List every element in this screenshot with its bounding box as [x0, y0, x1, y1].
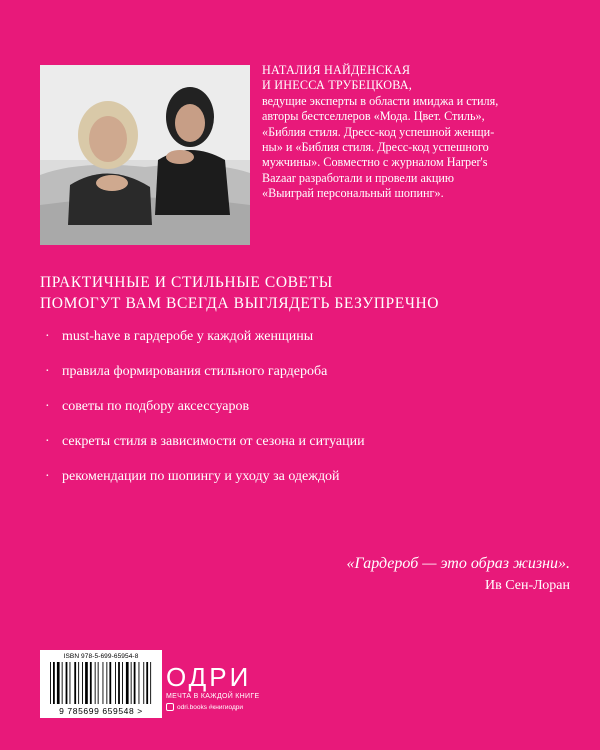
quote-author: Ив Сен-Лоран — [485, 578, 570, 593]
features-list — [40, 328, 560, 503]
bullet-marker: · — [45, 469, 50, 484]
list-item-text: правила формирования стильного гардероба — [62, 364, 328, 379]
author-bio-line: мужчины». Совместно с журналом Harper's — [262, 155, 488, 170]
isbn-text: ISBN 978-5-699-65954-8 — [63, 653, 139, 660]
author-name-line: И ИНЕССА ТРУБЕЦКОВА, — [262, 78, 413, 93]
bullet-marker: · — [45, 399, 50, 414]
bullet-marker: · — [45, 434, 50, 449]
headline — [40, 272, 560, 314]
authors-photo — [40, 65, 250, 245]
list-item — [40, 328, 560, 346]
barcode-digits: 9 785699 659548 > — [59, 706, 143, 716]
authors-photo-illustration — [40, 65, 250, 245]
publisher-social-text: odri.books #книгиодри — [177, 703, 243, 711]
list-item-text: must-have в гардеробе у каждой женщины — [62, 329, 314, 344]
list-item — [40, 468, 560, 486]
author-bio-line: ны» и «Библия стиля. Дресс-код успешного — [262, 140, 489, 155]
headline-line: ПРАКТИЧНЫЕ И СТИЛЬНЫЕ СОВЕТЫ — [40, 274, 333, 291]
author-bio-line: «Библия стиля. Дресс-код успешной женщи- — [262, 124, 495, 139]
headline-line: ПОМОГУТ ВАМ ВСЕГДА ВЫГЛЯДЕТЬ БЕЗУПРЕЧНО — [40, 295, 440, 312]
list-item-text: советы по подбору аксессуаров — [62, 399, 250, 414]
bullet-marker: · — [45, 364, 50, 379]
author-bio-line: авторы бестселлеров «Мода. Цвет. Стиль», — [262, 109, 485, 124]
author-name-line: НАТАЛИЯ НАЙДЕНСКАЯ — [262, 63, 411, 77]
bullet-marker: · — [45, 329, 50, 344]
list-item-text: секреты стиля в зависимости от сезона и ситуации — [62, 434, 365, 449]
list-item — [40, 398, 560, 416]
publisher-slogan: МЕЧТА В КАЖДОЙ КНИГЕ — [166, 693, 260, 700]
list-item — [40, 363, 560, 381]
quote-block — [280, 553, 570, 597]
authors-description — [262, 63, 567, 202]
list-item — [40, 433, 560, 451]
publisher-logo: ОДРИ — [166, 662, 252, 692]
author-bio-line: «Выиграй персональный шопинг». — [262, 186, 444, 201]
publisher-brand — [166, 663, 276, 711]
instagram-icon — [166, 703, 174, 711]
quote-text: «Гардероб — это образ жизни». — [346, 555, 570, 572]
list-item-text: рекомендации по шопингу и уходу за одеждой — [62, 469, 340, 484]
author-bio-line: Bazaar разработали и провели акцию — [262, 170, 454, 185]
author-bio-line: ведущие эксперты в области имиджа и стиля, — [262, 93, 499, 108]
publisher-social — [166, 703, 276, 711]
barcode-box — [40, 650, 162, 718]
